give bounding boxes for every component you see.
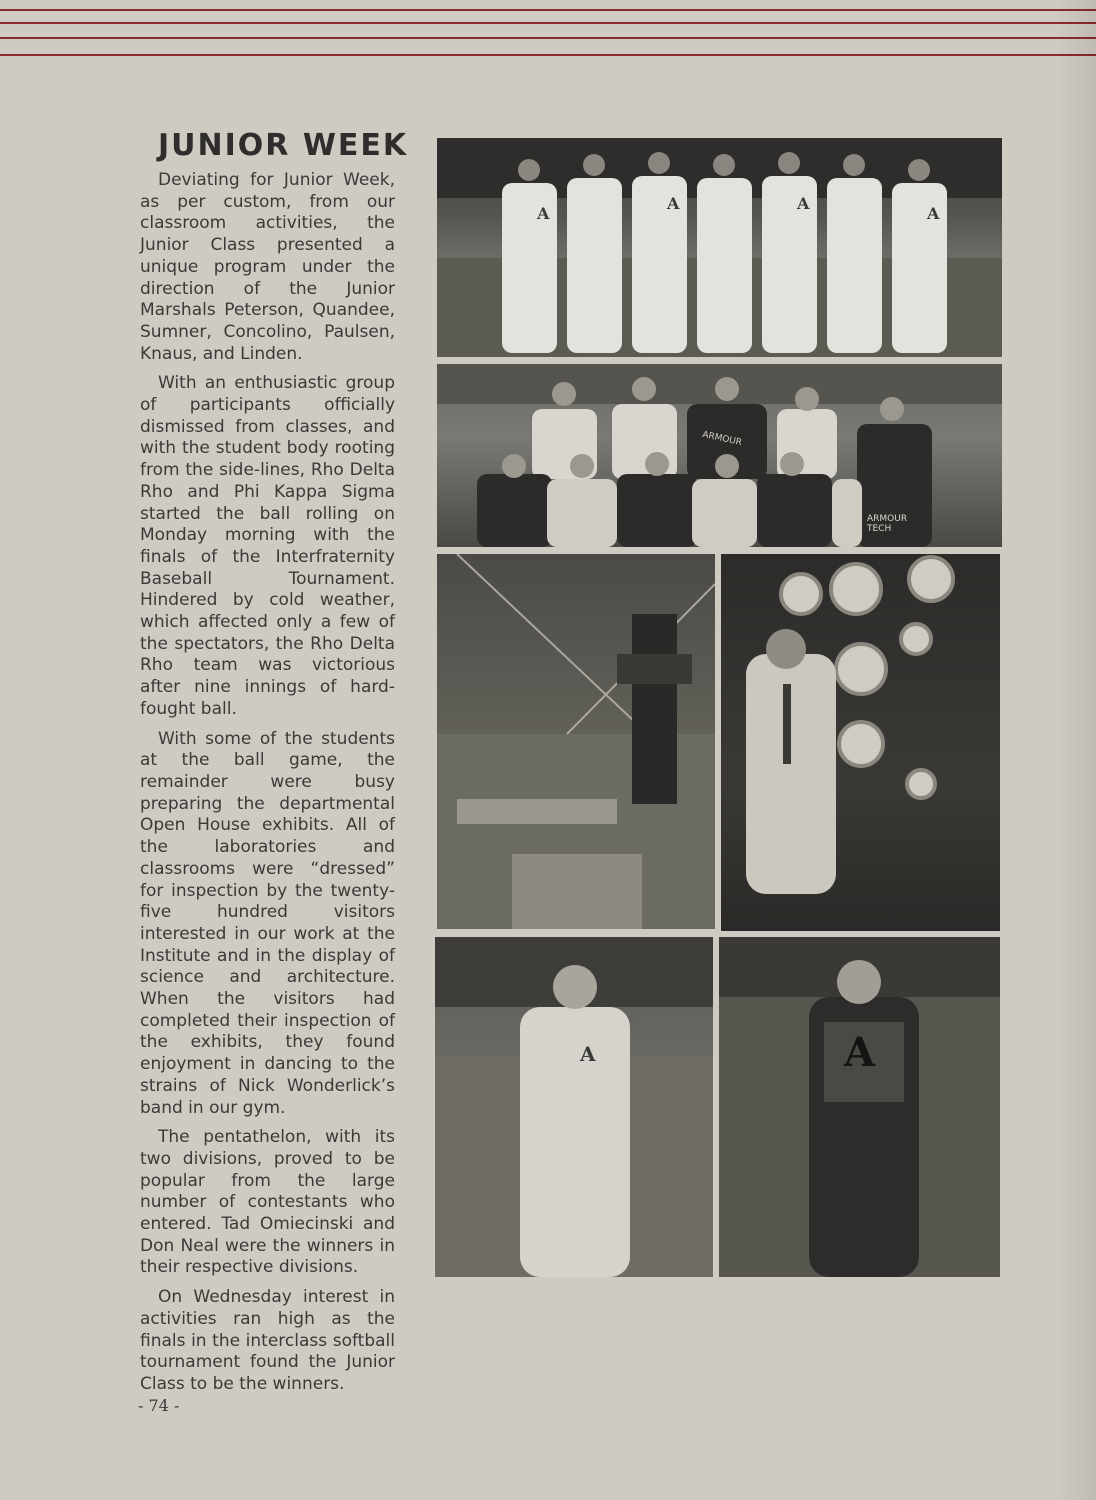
article-body <box>140 170 395 1404</box>
sweater-armour-tech-text: ARMOUR TECH <box>867 514 908 534</box>
sweater-letter-5: A <box>580 1042 596 1066</box>
sweater-letter-2: A <box>667 194 680 213</box>
photo-pentathelon-winner-2 <box>719 937 1000 1277</box>
sweater-letter-1: A <box>537 204 550 223</box>
sweater-letter-3: A <box>797 194 810 213</box>
photo-gauges-inspection <box>721 554 1000 931</box>
sweater-armour-text: ARMOUR <box>701 429 743 449</box>
paragraph-2: With an enthusiastic group of participants officially dismissed from classes, and with the student body rooting from the side-lines, Rho Delta Rho and Phi Kappa Sigma started the ball rolling on Monday morning with the finals of the Interfraternity Baseball Tournament. Hindered by cold weather, which affected only a few of the spectators, the Rho Delta Rho team was victorious after nine innings of hard-fought ball. <box>140 373 395 719</box>
paragraph-3: With some of the students at the ball game, the remainder were busy preparing the departmental Open House exhibits. All of the laboratories and classrooms were “dressed” for inspection by the twenty-five hundred visitors interested in our work at the Institute and in the display of science and architecture. When the visitors had completed their inspection of the exhibits, they found enjoyment in dancing to the strains of Nick Wonderlick’s band in our gym. <box>140 728 395 1118</box>
top-rule-3 <box>0 37 1096 39</box>
page-number: - 74 - <box>138 1396 180 1415</box>
photo-baseball-team <box>437 364 1002 547</box>
winner-2-illustration <box>719 937 1000 1277</box>
paragraph-5: On Wednesday interest in activities ran high as the finals in the interclass softball tournament found the Junior Class to be the winners. <box>140 1287 395 1394</box>
sweater-letter-4: A <box>927 204 940 223</box>
gauges-illustration <box>721 554 1000 931</box>
photo-laboratory-exhibit <box>437 554 715 929</box>
paragraph-1: Deviating for Junior Week, as per custom, from our classroom activities, the Junior Class presented a unique program under the direction of the Junior Marshals Peterson, Quandee, Sumner, Concolino, Paulsen, Knaus, and Linden. <box>140 170 395 364</box>
paragraph-4: The pentathelon, with its two divisions, proved to be popular from the large number of contestants who entered. Tad Omiecinski and Don Neal were the winners in their respective divisions. <box>140 1127 395 1278</box>
top-rule-4 <box>0 54 1096 56</box>
page-title: JUNIOR WEEK <box>158 128 409 163</box>
page-edge-shadow <box>1056 0 1096 1500</box>
marshals-illustration <box>437 138 1002 357</box>
laboratory-illustration <box>437 554 715 929</box>
photo-junior-marshals <box>437 138 1002 357</box>
sweater-letter-6: A <box>844 1029 876 1076</box>
top-rule-2 <box>0 22 1096 24</box>
top-rule-1 <box>0 9 1096 11</box>
winner-1-illustration <box>435 937 713 1277</box>
photo-pentathelon-winner-1 <box>435 937 713 1277</box>
